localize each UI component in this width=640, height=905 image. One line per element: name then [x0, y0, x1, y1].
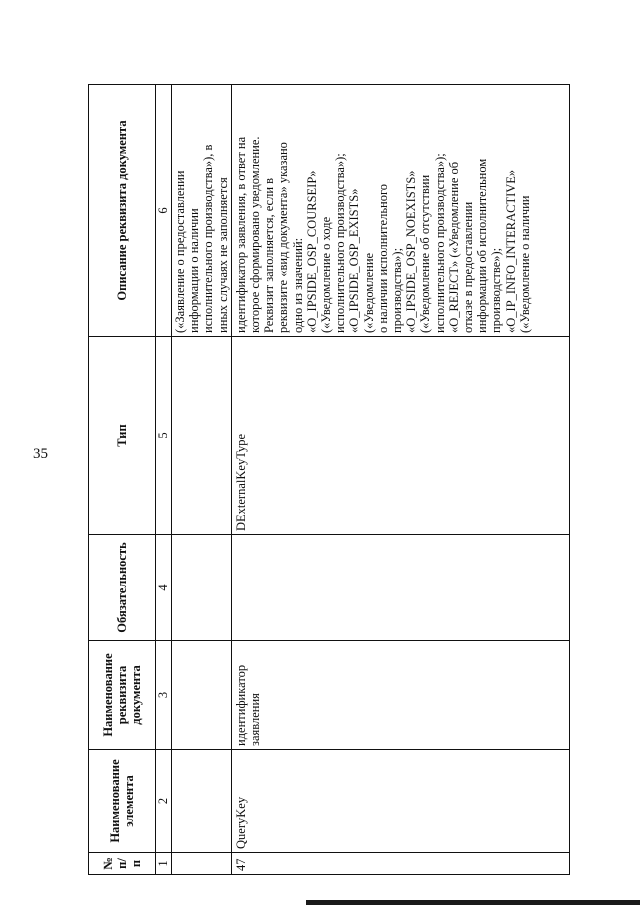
description-line: («Уведомление о наличии: [517, 195, 532, 333]
description-line: отказе в предоставлении: [461, 201, 476, 333]
column-number: 6: [156, 85, 172, 337]
table-header-row: [89, 85, 156, 875]
description-line: о наличии исполнительного: [375, 183, 390, 333]
element-description: [231, 85, 569, 337]
element-name: QueryKey: [231, 750, 569, 853]
description-line: Реквизит заполняется, если в: [262, 177, 277, 333]
description-line: иных случаях не заполняется: [215, 177, 230, 333]
description-line: производства»);: [390, 247, 405, 333]
description-line: «O_IPSIDE_OSP_EXISTS»: [347, 188, 362, 333]
description-line: («Уведомление: [361, 252, 376, 333]
required-flag: [231, 535, 569, 641]
column-number: 1: [156, 853, 172, 875]
rotated-table-container: [88, 85, 570, 875]
scan-border: [306, 900, 640, 905]
description-line: «O_IPSIDE_OSP_NOEXISTS»: [404, 170, 419, 333]
description-line: «O_IPSIDE_OSP_COURSEIP»: [304, 170, 319, 333]
requisite-name: идентификатор заявления: [231, 641, 569, 750]
description-line: идентификатор заявления, в ответ на: [233, 136, 248, 333]
description-line: («Уведомление о ходе: [319, 216, 334, 333]
header-description: Описание реквизита документа: [89, 85, 156, 337]
header-required: Обязательность: [89, 535, 156, 641]
column-number: 3: [156, 641, 172, 750]
column-number: 2: [156, 750, 172, 853]
table-cell: [172, 641, 232, 750]
header-requisite-name: Наименование реквизита документа: [89, 641, 156, 750]
table-cell: [172, 337, 232, 535]
table-cell: [172, 853, 232, 875]
header-type: Тип: [89, 337, 156, 535]
table-cell: [172, 535, 232, 641]
element-type: DExternalKeyType: [231, 337, 569, 535]
description-line: исполнительного производства»), в: [201, 144, 216, 333]
column-number-row: [156, 85, 172, 875]
header-num: № п/п: [89, 853, 156, 875]
row-number: 47: [231, 853, 569, 875]
description-line: одно из значений:: [290, 237, 305, 333]
description-line: которое сформировано уведомление.: [248, 136, 263, 333]
continuation-row: [172, 85, 232, 875]
column-number: 4: [156, 535, 172, 641]
description-line: исполнительного производства»);: [432, 153, 447, 333]
requisites-table: [88, 84, 570, 875]
description-line: производстве»);: [489, 247, 504, 333]
column-number: 5: [156, 337, 172, 535]
continuation-description: [172, 85, 232, 337]
description-line: («Заявление о предоставлении: [173, 170, 187, 333]
table-row-47: [231, 85, 569, 875]
description-line: информации об исполнительном: [475, 158, 490, 333]
page-number: 35: [33, 446, 48, 462]
description-line: информации о наличии: [187, 208, 202, 333]
description-line: реквизите «вид документа» указано: [276, 142, 291, 333]
description-line: «O_REJECT» («Уведомление об: [446, 161, 461, 333]
header-element-name: Наименование элемента: [89, 750, 156, 853]
description-line: исполнительного производства»);: [333, 153, 348, 333]
description-line: «O_IP_INFO_INTERACTIVE»: [503, 169, 518, 333]
table-cell: [172, 750, 232, 853]
description-line: («Уведомление об отсутствии: [418, 174, 433, 333]
